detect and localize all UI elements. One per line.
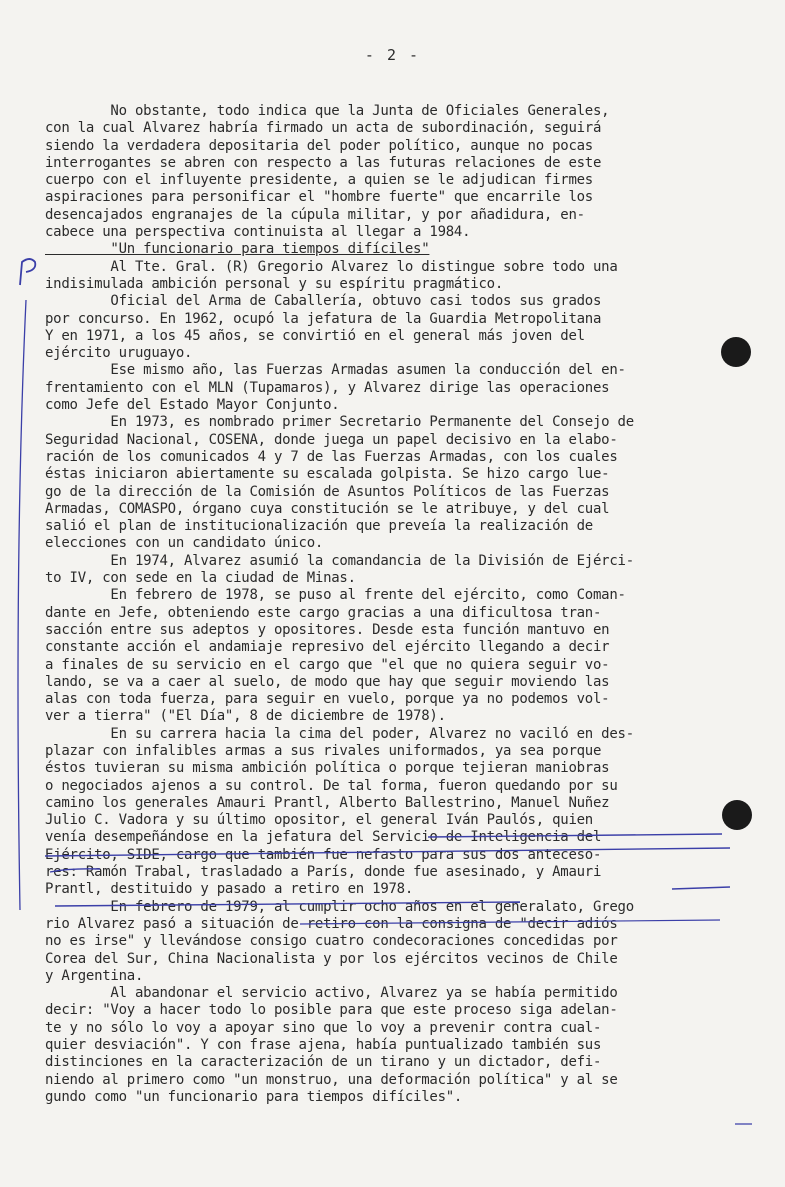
text-line: distinciones en la caracterización de un tirano y un dictador, defi- <box>45 1054 602 1071</box>
text-line: decir: "Voy a hacer todo lo posible para que este proceso siga adelan- <box>45 1002 618 1019</box>
page-number: - 2 - <box>364 46 421 64</box>
text-line: cuerpo con el influyente presidente, a quien se le adjudican firmes <box>45 172 593 189</box>
text-line: o negociados ajenos a su control. De tal forma, fueron quedando por su <box>45 777 618 794</box>
text-line: éstos tuvieran su misma ambición política o porque tejieran maniobras <box>45 760 610 777</box>
margin-p-mark <box>20 259 35 285</box>
text-line: elecciones con un candidato único. <box>45 535 324 552</box>
text-line: Al abandonar el servicio activo, Alvarez ya se había permitido <box>45 985 618 1002</box>
text-line: En 1973, es nombrado primer Secretario Permanente del Consejo de <box>45 414 634 431</box>
text-line: Oficial del Arma de Caballería, obtuvo casi todos sus grados <box>45 293 602 310</box>
text-line: con la cual Alvarez habría firmado un acta de subordinación, seguirá <box>45 120 602 137</box>
punch-hole-top <box>721 337 751 367</box>
text-line: Ese mismo año, las Fuerzas Armadas asumen la conducción del en- <box>45 362 626 379</box>
text-line: te y no sólo lo voy a apoyar sino que lo voy a prevenir contra cual- <box>45 1019 602 1036</box>
text-line: plazar con infalibles armas a sus rivales uniformados, ya sea porque <box>45 742 602 759</box>
text-line: y Argentina. <box>45 967 144 984</box>
text-line: camino los generales Amauri Prantl, Alberto Ballestrino, Manuel Nuñez <box>45 794 610 811</box>
text-line: dante en Jefe, obteniendo este cargo gracias a una dificultosa tran- <box>45 604 602 621</box>
text-line: cabece una perspectiva continuista al llegar a 1984. <box>45 224 471 241</box>
text-line: to IV, con sede en la ciudad de Minas. <box>45 570 356 587</box>
text-line: En 1974, Alvarez asumió la comandancia de la División de Ejérci- <box>45 552 634 569</box>
text-line: Prantl, destituido y pasado a retiro en 1978. <box>45 881 414 898</box>
text-line: aspiraciones para personificar el "hombre fuerte" que encarrile los <box>45 189 593 206</box>
text-line: gundo como "un funcionario para tiempos difíciles". <box>45 1088 463 1105</box>
text-line: Seguridad Nacional, COSENA, donde juega un papel decisivo en la elabo- <box>45 431 618 448</box>
text-line: sacción entre sus adeptos y opositores. Desde esta función mantuvo en <box>45 621 610 638</box>
text-line: Armadas, COMASPO, órgano cuya constitución se le atribuye, y del cual <box>45 500 610 517</box>
text-line: Ejército, SIDE, cargo que también fue nefasto para sus dos anteceso- <box>45 846 602 863</box>
text-line: por concurso. En 1962, ocupó la jefatura de la Guardia Metropolitana <box>45 310 602 327</box>
text-line: a finales de su servicio en el cargo que "el que no quiera seguir vo- <box>45 656 610 673</box>
text-line: No obstante, todo indica que la Junta de Oficiales Generales, <box>45 103 610 119</box>
text-line: lando, se va a caer al suelo, de modo que hay que seguir moviendo las <box>45 673 610 690</box>
text-line: niendo al primero como "un monstruo, una deformación política" y al se <box>45 1071 618 1088</box>
section-heading: "Un funcionario para tiempos difíciles" <box>45 241 430 258</box>
text-line: desencajados engranajes de la cúpula militar, y por añadidura, en- <box>45 206 585 223</box>
punch-hole-bottom <box>722 800 752 830</box>
body-text <box>45 103 753 1106</box>
text-line: no es irse" y llevándose consigo cuatro condecoraciones concedidas por <box>45 933 618 950</box>
text-line: constante acción el andamiaje represivo del ejército llegando a decir <box>45 639 610 656</box>
text-line: quier desviación". Y con frase ajena, había puntualizado también sus <box>45 1037 602 1054</box>
text-line: ración de los comunicados 4 y 7 de las Fuerzas Armadas, con los cuales <box>45 448 618 465</box>
text-line: siendo la verdadera depositaria del poder político, aunque no pocas <box>45 137 593 154</box>
text-line: frentamiento con el MLN (Tupamaros), y Alvarez dirige las operaciones <box>45 379 610 396</box>
text-line: éstas iniciaron abiertamente su escalada golpista. Se hizo cargo lue- <box>45 466 610 483</box>
text-line: ejército uruguayo. <box>45 345 193 362</box>
text-line: En febrero de 1979, al cumplir ocho años en el generalato, Grego <box>45 898 634 915</box>
text-line: indisimulada ambición personal y su espíritu pragmático. <box>45 275 504 292</box>
text-line: res: Ramón Trabal, trasladado a París, donde fue asesinado, y Amauri <box>45 864 602 881</box>
text-line: venía desempeñándose en la jefatura del Servicio de Inteligencia del <box>45 829 602 846</box>
text-line: rio Alvarez pasó a situación de retiro con la consigna de "decir adiós <box>45 915 618 932</box>
margin-bracket-line <box>18 300 26 910</box>
text-line: Al Tte. Gral. (R) Gregorio Alvarez lo distingue sobre todo una <box>45 258 618 275</box>
text-line: En febrero de 1978, se puso al frente del ejército, como Coman- <box>45 587 626 604</box>
text-line: interrogantes se abren con respecto a las futuras relaciones de este <box>45 154 602 171</box>
text-line: Corea del Sur, China Nacionalista y por los ejércitos vecinos de Chile <box>45 950 618 967</box>
text-line: salió el plan de institucionalización que preveía la realización de <box>45 518 593 535</box>
text-line: como Jefe del Estado Mayor Conjunto. <box>45 397 340 414</box>
text-line: Julio C. Vadora y su último opositor, el general Iván Paulós, quien <box>45 812 593 829</box>
text-line: alas con toda fuerza, para seguir en vuelo, porque ya no podemos vol- <box>45 691 610 708</box>
text-line: Y en 1971, a los 45 años, se convirtió en el general más joven del <box>45 327 585 344</box>
text-line: En su carrera hacia la cima del poder, Alvarez no vaciló en des- <box>45 725 634 742</box>
text-line: ver a tierra" ("El Día", 8 de diciembre de 1978). <box>45 708 446 725</box>
text-line: go de la dirección de la Comisión de Asuntos Políticos de las Fuerzas <box>45 483 610 500</box>
